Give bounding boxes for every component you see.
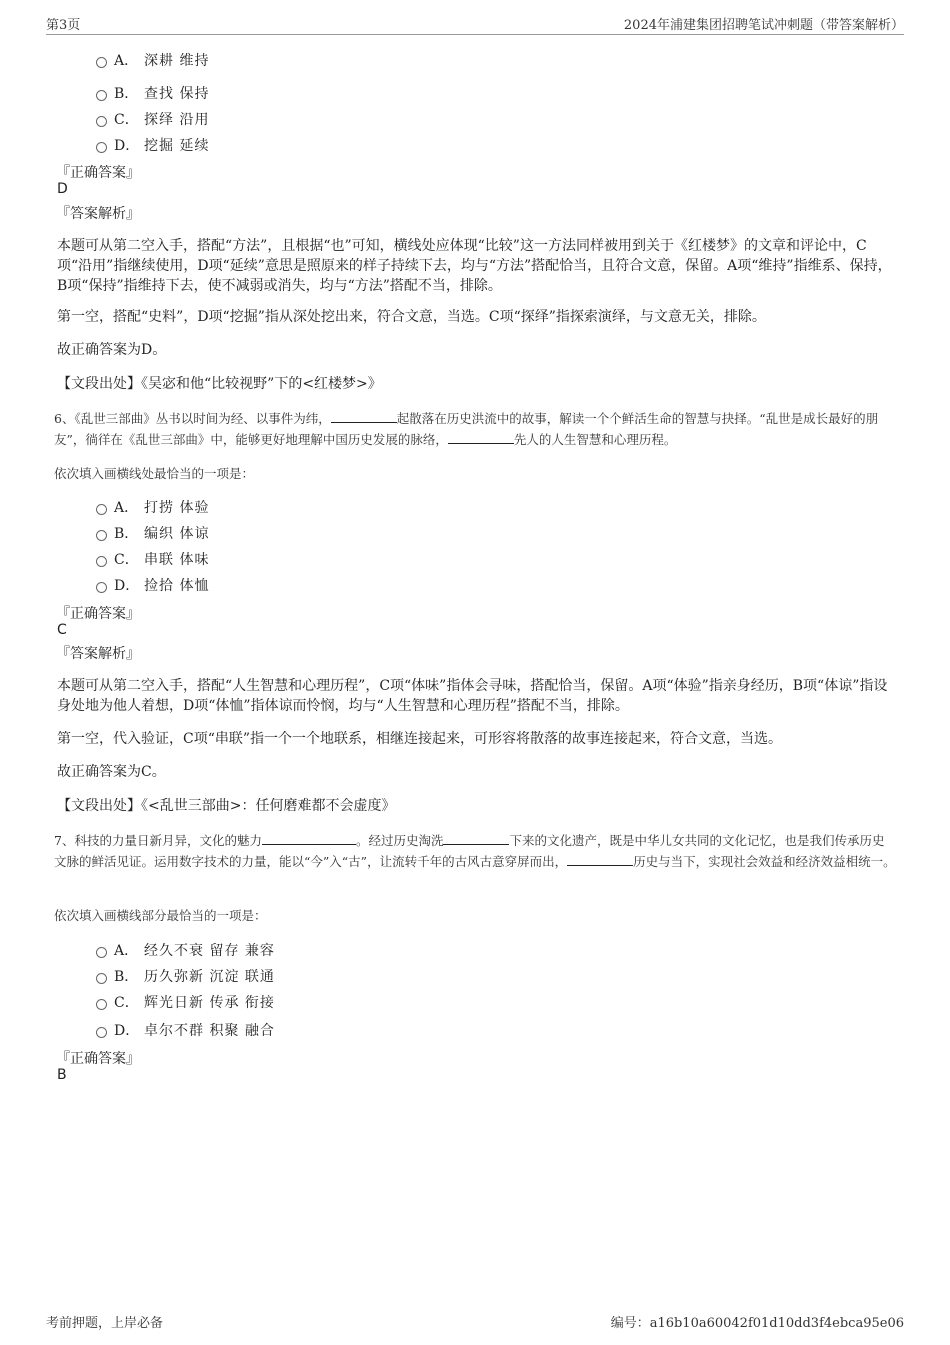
- radio-icon[interactable]: [96, 90, 107, 101]
- option-text: 打捞 体验: [144, 500, 210, 516]
- radio-icon[interactable]: [96, 530, 107, 541]
- source-citation: [57, 795, 395, 815]
- option-text: 历久弥新 沉淀 联通: [144, 969, 275, 985]
- answer-blank: [443, 830, 509, 845]
- correct-answer: B: [57, 1067, 67, 1083]
- source-title: 《吴宓和他“比较视野”下的<红楼梦>》: [141, 376, 382, 392]
- option-text: 查找 保持: [144, 86, 210, 102]
- analysis-label: 『答案解析』: [56, 646, 140, 662]
- analysis-paragraph: 第一空，代入验证，C项“串联”指一个一个地联系，相继连接起来，可形容将散落的故事连接起来，符合文意，当选。: [57, 731, 783, 747]
- analysis-paragraph: 本题可从第二空入手，搭配“人生智慧和心理历程”，C项“体味”指体会寻味，搭配恰当，保留。A项“体验”指亲身经历，B项“体谅”指设身处地为他人着想，D项“体恤”指体谅而怜悯，均与“人生智慧和心理历程”搭配不当，排除。: [57, 678, 888, 714]
- document-title: 2024年浦建集团招聘笔试冲刺题（带答案解析）: [623, 18, 904, 33]
- radio-icon[interactable]: [96, 57, 107, 68]
- analysis-conclusion: 故正确答案为D。: [57, 342, 167, 358]
- radio-icon[interactable]: [96, 556, 107, 567]
- option-text: 编织 体谅: [144, 526, 210, 542]
- option-text: 深耕 维持: [144, 53, 210, 69]
- option-text: 卓尔不群 积聚 融合: [144, 1023, 275, 1039]
- option-letter: D．: [114, 138, 140, 154]
- page-number: 第3页: [46, 18, 81, 33]
- option-letter: A．: [114, 53, 139, 69]
- source-prefix: 【文段出处】: [57, 798, 141, 814]
- option-text: 辉光日新 传承 衔接: [144, 995, 275, 1011]
- page-footer: [46, 1312, 904, 1332]
- option-text: 捡拾 体恤: [144, 578, 210, 594]
- radio-icon[interactable]: [96, 1027, 107, 1038]
- answer-blank: [262, 830, 356, 845]
- analysis-label: 『答案解析』: [56, 206, 140, 222]
- correct-answer: D: [57, 181, 68, 197]
- option-letter: C．: [114, 995, 139, 1011]
- question-stem: 6、《乱世三部曲》丛书以时间为经、以事件为纬， 起散落在历史洪流中的故事，解读一个个鲜活生命的智慧与抉择。“乱世是成长最好的朋友”，徜徉在《乱世三部曲》中，能够更好地理解中国历史发展的脉络， 先人的人生智慧和心理历程。: [54, 408, 896, 450]
- source-prefix: 【文段出处】: [57, 376, 141, 392]
- radio-icon[interactable]: [96, 973, 107, 984]
- radio-icon[interactable]: [96, 142, 107, 153]
- question-instruction: 依次填入画横线部分最恰当的一项是：: [54, 908, 267, 923]
- option-text: 探绎 沿用: [144, 112, 210, 128]
- option-letter: B．: [114, 969, 139, 985]
- option-text: 串联 体味: [144, 552, 210, 568]
- question-stem: 7、科技的力量日新月异，文化的魅力 。经过历史淘洗 下来的文化遗产，既是中华儿女共同的文化记忆，也是我们传承历史文脉的鲜活见证。运用数字技术的力量，能以“今”入“古”，让流转千年的古风古意穿屏而出， 历史与当下，实现社会效益和经济效益相统一。: [54, 830, 896, 872]
- source-title: 《<乱世三部曲>：任何磨难都不会虚度》: [141, 798, 396, 814]
- analysis-conclusion: 故正确答案为C。: [57, 764, 166, 780]
- page-header: [46, 14, 904, 35]
- correct-answer-label: 『正确答案』: [56, 165, 140, 181]
- footer-slogan: 考前押题，上岸必备: [46, 1316, 164, 1331]
- correct-answer-label: 『正确答案』: [56, 606, 140, 622]
- correct-answer: C: [57, 622, 67, 638]
- analysis-paragraph: 本题可从第二空入手，搭配“方法”，且根据“也”可知，横线处应体现“比较”这一方法同样被用到关于《红楼梦》的文章和评论中，C项“沿用”指继续使用，D项“延续”意思是照原来的样子持续下去，均与“方法”搭配恰当，且符合文意，保留。A项“维持”指维系、保持，B项“保持”指维持下去，使不减弱或消失，均与“方法”搭配不当，排除。: [57, 238, 892, 294]
- option-text: 经久不衰 留存 兼容: [144, 943, 275, 959]
- option-letter: C．: [114, 552, 139, 568]
- source-citation: [57, 373, 382, 393]
- option-text: 挖掘 延续: [144, 138, 210, 154]
- radio-icon[interactable]: [96, 947, 107, 958]
- option-letter: B．: [114, 86, 139, 102]
- document-id: 编号：a16b10a60042f01d10dd3f4ebca95e06: [610, 1316, 904, 1331]
- option-letter: A．: [114, 500, 139, 516]
- answer-blank: [331, 408, 397, 423]
- analysis-paragraph: 第一空，搭配“史料”，D项“挖掘”指从深处挖出来，符合文意，当选。C项“探绎”指探索演绎，与文意无关，排除。: [57, 309, 766, 325]
- radio-icon[interactable]: [96, 999, 107, 1010]
- radio-icon[interactable]: [96, 116, 107, 127]
- option-letter: A．: [114, 943, 139, 959]
- correct-answer-label: 『正确答案』: [56, 1051, 140, 1067]
- answer-blank: [448, 429, 514, 444]
- option-letter: D．: [114, 1023, 140, 1039]
- option-letter: D．: [114, 578, 140, 594]
- question-instruction: 依次填入画横线处最恰当的一项是：: [54, 466, 255, 481]
- option-letter: C．: [114, 112, 139, 128]
- answer-blank: [567, 851, 633, 866]
- radio-icon[interactable]: [96, 582, 107, 593]
- radio-icon[interactable]: [96, 504, 107, 515]
- option-letter: B．: [114, 526, 139, 542]
